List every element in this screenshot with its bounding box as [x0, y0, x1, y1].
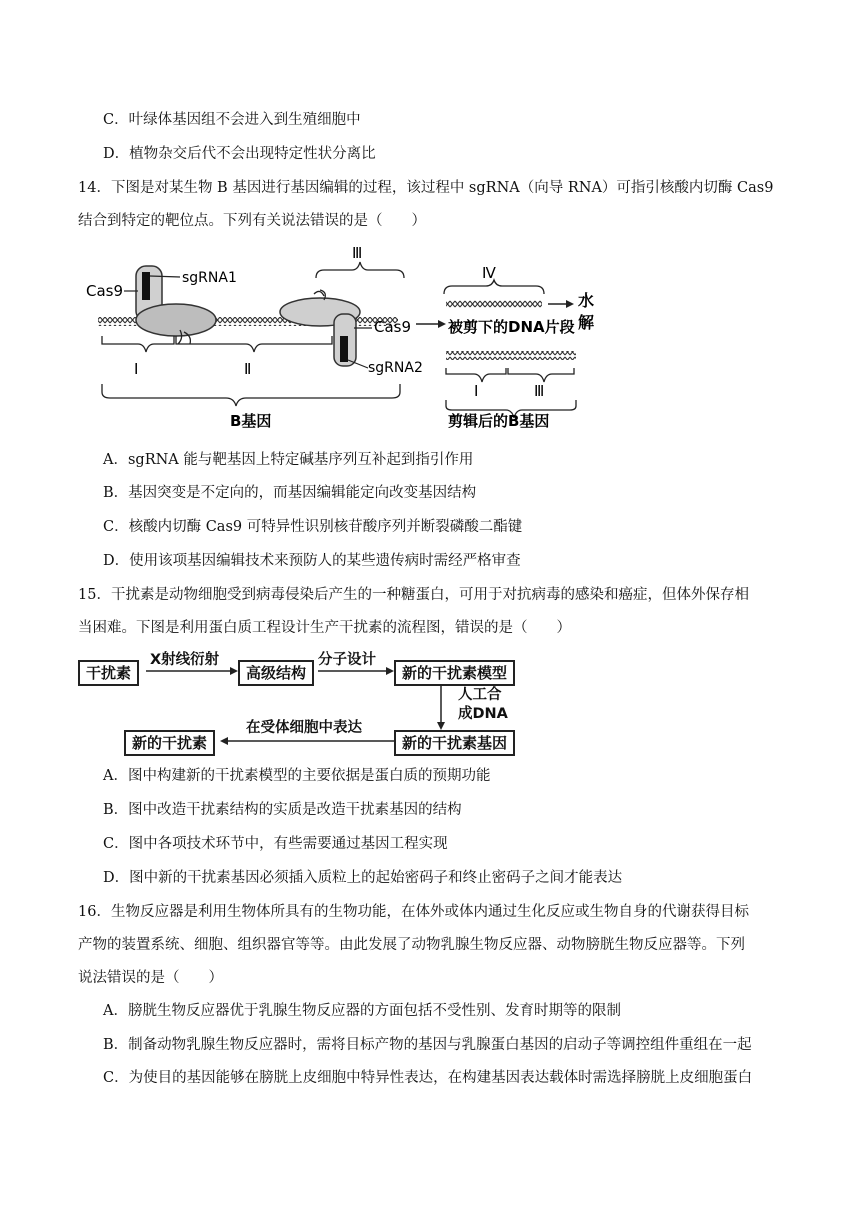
flow-box-new-interferon: 新的干扰素 [124, 730, 215, 756]
flow-label-express: 在受体细胞中表达 [246, 720, 362, 736]
label-iv: Ⅳ [482, 264, 496, 282]
flow-label-synth-1: 人工合 [458, 687, 502, 703]
q13-option-d: D．植物杂交后代不会出现特定性状分离比 [103, 146, 376, 162]
q14-option-d: D．使用该项基因编辑技术来预防人的某些遗传病时需经严格审查 [103, 553, 521, 569]
label-sgrna2: sgRNA2 [368, 360, 423, 376]
flow-label-design: 分子设计 [318, 652, 376, 668]
label-water-1: 水 [578, 291, 595, 310]
label-fragment: 被剪下的DNA片段 [448, 318, 575, 336]
q14-option-b: B．基因突变是不定向的，而基因编辑能定向改变基因结构 [103, 485, 477, 501]
label-edited-gene: 剪辑后的B基因 [448, 412, 550, 430]
q16-stem-line2: 产物的装置系统、细胞、组织器官等等。由此发展了动物乳腺生物反应器、动物膀胱生物反应器等。下列 [78, 937, 745, 953]
q15-stem-line1: 15．干扰素是动物细胞受到病毒侵染后产生的一种糖蛋白，可用于对抗病毒的感染和癌症，但体外保存相 [78, 587, 749, 603]
q16-option-a: A．膀胱生物反应器优于乳腺生物反应器的方面包括不受性别、发育时期等的限制 [103, 1003, 621, 1019]
flow-box-interferon: 干扰素 [78, 660, 139, 686]
label-i: Ⅰ [134, 360, 139, 378]
flow-label-synth-2: 成DNA [458, 706, 508, 722]
gene-editing-figure [80, 244, 620, 434]
q14-option-a: A．sgRNA 能与靶基因上特定碱基序列互补起到指引作用 [103, 452, 474, 468]
q14-stem-line1: 14．下图是对某生物 B 基因进行基因编辑的过程，该过程中 sgRNA（向导 RNA）可指引核酸内切酶 Cas9 [78, 180, 774, 196]
cas9-complex-right [280, 290, 360, 366]
label-cas9-right: Cas9 [374, 318, 412, 336]
q15-option-a: A．图中构建新的干扰素模型的主要依据是蛋白质的预期功能 [103, 768, 491, 784]
label-i-right: Ⅰ [474, 382, 479, 400]
q15-option-b: B．图中改造干扰素结构的实质是改造干扰素基因的结构 [103, 802, 462, 818]
q14-stem-line2: 结合到特定的靶位点。下列有关说法错误的是（ ） [78, 213, 426, 229]
q15-option-c: C．图中各项技术环节中，有些需要通过基因工程实现 [103, 836, 448, 852]
flow-arrow-4 [220, 734, 394, 748]
label-iii-top: Ⅲ [352, 244, 363, 262]
flow-label-xray: X射线衍射 [150, 652, 220, 668]
label-iii-right: Ⅲ [534, 382, 545, 400]
label-sgrna1: sgRNA1 [182, 270, 237, 286]
flow-arrow-3 [434, 686, 448, 730]
label-cas9-left: Cas9 [86, 282, 124, 300]
q13-option-c: C．叶绿体基因组不会进入到生殖细胞中 [103, 112, 361, 128]
flow-box-gene: 新的干扰素基因 [394, 730, 515, 756]
q15-stem-line2: 当困难。下图是利用蛋白质工程设计生产干扰素的流程图，错误的是（ ） [78, 620, 571, 636]
flow-arrow-2 [318, 664, 394, 678]
q16-option-c: C．为使目的基因能够在膀胱上皮细胞中特异性表达，在构建基因表达载体时需选择膀胱上皮细胞蛋白 [103, 1070, 753, 1086]
q15-option-d: D．图中新的干扰素基因必须插入质粒上的起始密码子和终止密码子之间才能表达 [103, 870, 623, 886]
q16-stem-line1: 16．生物反应器是利用生物体所具有的生物功能，在体外或体内通过生化反应或生物自身的代谢获得目标 [78, 904, 749, 920]
flow-box-model: 新的干扰素模型 [394, 660, 515, 686]
q14-option-c: C．核酸内切酶 Cas9 可特异性识别核苷酸序列并断裂磷酸二酯键 [103, 519, 523, 535]
q16-option-b: B．制备动物乳腺生物反应器时，需将目标产物的基因与乳腺蛋白基因的启动子等调控组件重组在一起 [103, 1037, 752, 1053]
label-water-2: 解 [578, 313, 595, 332]
flow-arrow-1 [146, 664, 238, 678]
q16-stem-line3: 说法错误的是（ ） [78, 970, 223, 986]
label-b-gene: B基因 [230, 412, 272, 430]
label-ii: Ⅱ [244, 360, 252, 378]
flow-box-structure: 高级结构 [238, 660, 314, 686]
